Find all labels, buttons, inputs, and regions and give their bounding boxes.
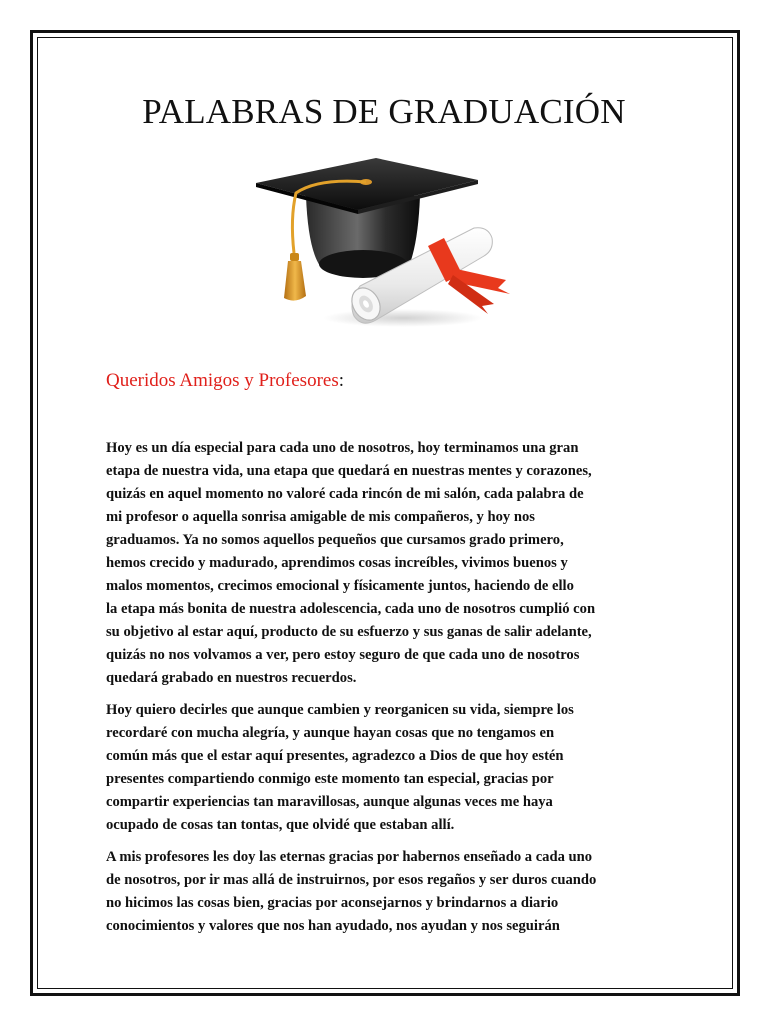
text-line: no hicimos las cosas bien, gracias por aconsejarnos y brindarnos a diario — [106, 895, 559, 911]
text-line: su objetivo al estar aquí, producto de su esfuerzo y sus ganas de salir adelante, — [106, 624, 592, 640]
text-line: etapa de nuestra vida, una etapa que quedará en nuestras mentes y corazones, — [106, 463, 592, 479]
text-line: conocimientos y valores que nos han ayudado, nos ayudan y nos seguirán — [106, 918, 560, 934]
salutation-colon: : — [338, 370, 345, 391]
text-line: quedará grabado en nuestros recuerdos. — [106, 670, 357, 686]
paragraph — [106, 437, 646, 690]
text-line: presentes compartiendo conmigo este momento tan especial, gracias por — [106, 771, 554, 787]
text-line: hemos crecido y madurado, aprendimos cosas increíbles, vivimos buenos y — [106, 555, 568, 571]
paragraph — [106, 846, 646, 938]
text-line: A mis profesores les doy las eternas gracias por habernos enseñado a cada uno — [106, 849, 593, 865]
text-line: quizás en aquel momento no valoré cada rincón de mi salón, cada palabra de — [106, 486, 584, 502]
text-line: mi profesor o aquella sonrisa amigable de mis compañeros, y hoy nos — [106, 509, 535, 525]
text-line: de nosotros, por ir mas allá de instruirnos, por esos regaños y ser duros cuando — [106, 872, 597, 888]
text-line: quizás no nos volvamos a ver, pero estoy seguro de que cada uno de nosotros — [106, 647, 580, 663]
text-line: ocupado de cosas tan tontas, que olvidé que estaban allí. — [106, 817, 455, 833]
text-line: recordaré con mucha alegría, y aunque hayan cosas que no tengamos en — [106, 725, 555, 741]
salutation-text: Queridos Amigos y Profesores — [106, 370, 339, 391]
text-line: Hoy quiero decirles que aunque cambien y reorganicen su vida, siempre los — [106, 702, 574, 718]
text-line: la etapa más bonita de nuestra adolescencia, cada uno de nosotros cumplió con — [106, 601, 596, 617]
text-line: malos momentos, crecimos emocional y físicamente juntos, haciendo de ello — [106, 578, 574, 594]
text-line: graduamos. Ya no somos aquellos pequeños que cursamos grado primero, — [106, 532, 564, 548]
paragraph — [106, 699, 646, 837]
text-line: Hoy es un día especial para cada uno de nosotros, hoy terminamos una gran — [106, 440, 579, 456]
salutation — [106, 370, 344, 392]
text-line: compartir experiencias tan maravillosas, aunque algunas veces me haya — [106, 794, 553, 810]
graduation-illustration — [248, 158, 518, 333]
document-title: PALABRAS DE GRADUACIÓN — [142, 92, 626, 131]
text-line: común más que el estar aquí presentes, agradezco a Dios de que hoy estén — [106, 748, 564, 764]
speech-body — [106, 437, 646, 947]
